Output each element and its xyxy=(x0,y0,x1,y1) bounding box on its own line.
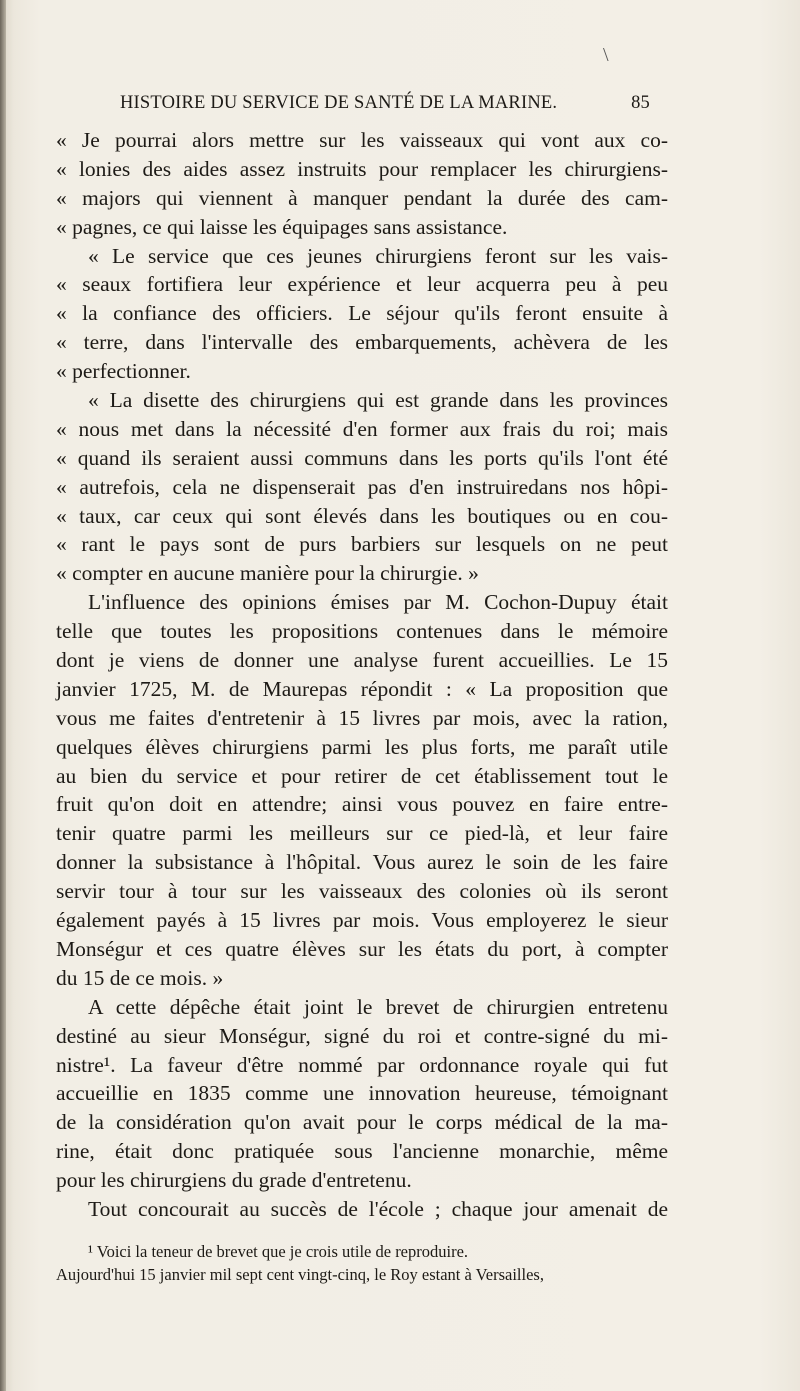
text-line: au bien du service et pour retirer de cet établissement tout le xyxy=(56,763,668,788)
text-line: pour les chirurgiens du grade d'entretenu. xyxy=(56,1168,412,1193)
footnote-line: Aujourd'hui 15 janvier mil sept cent vingt-cinq, le Roy estant à Versailles, xyxy=(56,1265,544,1284)
body-text xyxy=(56,126,668,1224)
text-line: de la considération qu'on avait pour le corps médical de la ma- xyxy=(56,1110,668,1135)
text-line: quelques élèves chirurgiens parmi les plus forts, me paraît utile xyxy=(56,734,668,759)
text-line: L'influence des opinions émises par M. Cochon-Dupuy était xyxy=(88,590,668,615)
text-line: donner la subsistance à l'hôpital. Vous aurez le soin de les faire xyxy=(56,850,668,875)
running-head xyxy=(120,93,650,119)
text-line: vous me faites d'entretenir à 15 livres par mois, avec la ration, xyxy=(56,705,668,730)
text-line: « Je pourrai alors mettre sur les vaisseaux qui vont aux co- xyxy=(56,128,668,152)
text-line: « nous met dans la nécessité d'en former aux frais du roi; mais xyxy=(56,416,668,441)
text-line: Monségur et ces quatre élèves sur les états du port, à compter xyxy=(56,936,668,961)
text-line: « La disette des chirurgiens qui est grande dans les provinces xyxy=(88,388,668,413)
text-line: telle que toutes les propositions contenues dans le mémoire xyxy=(56,619,668,644)
corner-mark: \ xyxy=(603,44,609,66)
text-line: « compter en aucune manière pour la chirurgie. » xyxy=(56,561,479,586)
text-line: tenir quatre parmi les meilleurs sur ce pied-là, et leur faire xyxy=(56,821,668,846)
text-line: janvier 1725, M. de Maurepas répondit : « La proposition que xyxy=(56,676,668,701)
text-line: rine, était donc pratiquée sous l'ancienne monarchie, même xyxy=(56,1139,668,1164)
text-line: « perfectionner. xyxy=(56,359,191,384)
text-line: nistre¹. La faveur d'être nommé par ordonnance royale qui fut xyxy=(56,1052,668,1077)
text-line: également payés à 15 livres par mois. Vous employerez le sieur xyxy=(56,908,668,933)
text-line: « quand ils seraient aussi communs dans les ports qu'ils l'ont été xyxy=(56,445,668,470)
page-number: 85 xyxy=(631,93,650,113)
text-line: « rant le pays sont de purs barbiers sur lesquels on ne peut xyxy=(56,532,668,557)
text-line: « majors qui viennent à manquer pendant la durée des cam- xyxy=(56,185,668,210)
text-line: « la confiance des officiers. Le séjour qu'ils feront ensuite à xyxy=(56,301,668,326)
text-line: destiné au sieur Monségur, signé du roi et contre-signé du mi- xyxy=(56,1023,668,1048)
text-line: « autrefois, cela ne dispenserait pas d'en instruiredans nos hôpi- xyxy=(56,474,668,499)
text-line: du 15 de ce mois. » xyxy=(56,965,224,990)
text-line: dont je viens de donner une analyse furent accueillies. Le 15 xyxy=(56,648,668,673)
text-line: « lonies des aides assez instruits pour remplacer les chirurgiens- xyxy=(56,156,668,181)
text-line: « Le service que ces jeunes chirurgiens feront sur les vais- xyxy=(88,243,668,268)
text-line: A cette dépêche était joint le brevet de chirurgien entretenu xyxy=(88,994,668,1019)
footnotes xyxy=(56,1240,668,1286)
page-spine-edge xyxy=(0,0,6,1391)
text-line: « seaux fortifiera leur expérience et leur acquerra peu à peu xyxy=(56,272,668,297)
text-line: servir tour à tour sur les vaisseaux des colonies où ils seront xyxy=(56,879,668,904)
text-line: fruit qu'on doit en attendre; ainsi vous pouvez en faire entre- xyxy=(56,792,668,817)
text-line: Tout concourait au succès de l'école ; chaque jour amenait de xyxy=(88,1196,668,1221)
text-line: « terre, dans l'intervalle des embarquements, achèvera de les xyxy=(56,330,668,355)
text-line: « taux, car ceux qui sont élevés dans les boutiques ou en cou- xyxy=(56,503,668,528)
text-line: « pagnes, ce qui laisse les équipages sans assistance. xyxy=(56,214,508,239)
running-title: HISTOIRE DU SERVICE DE SANTÉ DE LA MARINE. xyxy=(120,93,558,113)
text-line: accueillie en 1835 comme une innovation heureuse, témoignant xyxy=(56,1081,668,1106)
footnote-line: ¹ Voici la teneur de brevet que je crois utile de reproduire. xyxy=(88,1242,469,1261)
